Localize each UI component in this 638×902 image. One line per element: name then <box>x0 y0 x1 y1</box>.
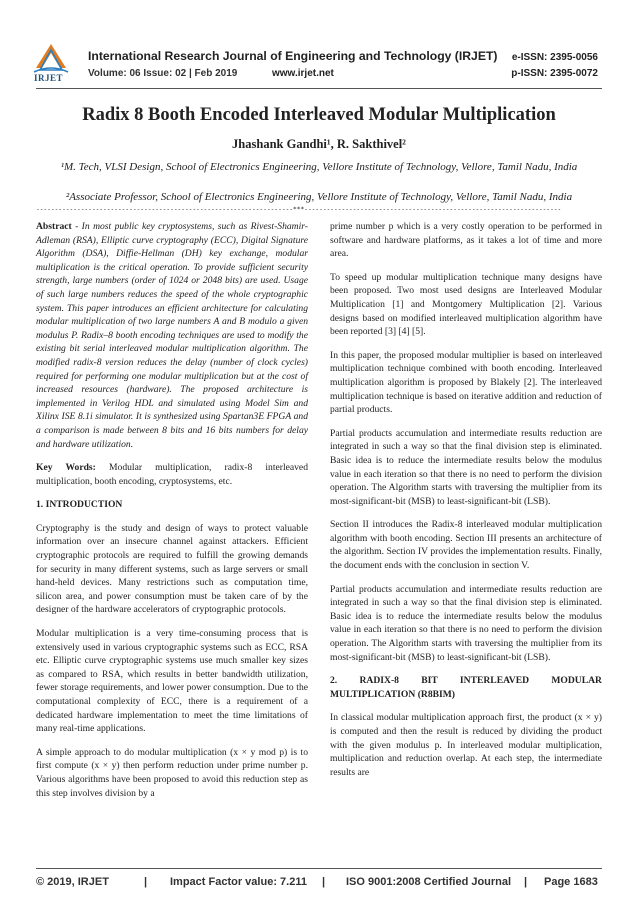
body-paragraph: Partial products accumulation and intermediate results reduction are integrated in such a way so that the final division step is eliminated. Basic idea is to reduce the intermediate results below the modulus value in each iteration so that there is no need to perform the division operation. The Algorithm starts with traversing the multiplier from its most-significant-bit (MSB) to least-significant-bit (LSB). <box>330 427 602 507</box>
logo-text: IRJET <box>34 73 64 83</box>
footer-rule <box>36 868 602 869</box>
body-paragraph: Partial products accumulation and intermediate results reduction are integrated in such a way so that the final division step is eliminated. Basic idea is to reduce the intermediate results below the modulus value in each iteration so that there is no need to perform the division operation. The Algorithm starts with traversing the multiplier from its most-significant-bit (MSB) to least-significant-bit (LSB). <box>330 583 602 663</box>
body-paragraph: prime number p which is a very costly operation to be performed in software and hardware platforms, as it takes a lot of time and more area. <box>330 221 602 260</box>
intro-paragraph: Modular multiplication is a very time-consuming process that is extensively used in various cryptographic systems such as ECC, RSA etc. Elliptic curve cryptographic systems use much smaller key sizes as compared to RSA, which results in better bandwidth utilization, fewer storage requirements, and lower power consumption. Due to the computational complexity of ECC, there is a requirement of a dedicated hardware implementation to meet the time limitations of many real-time applications. <box>36 628 308 735</box>
e-issn: e-ISSN: 2395-0056 <box>511 52 598 63</box>
journal-name: International Research Journal of Engineering and Technology (IRJET) <box>88 49 498 63</box>
right-column <box>330 220 602 789</box>
keywords-label: Key Words: <box>36 462 96 474</box>
footer-separator: | <box>524 876 528 888</box>
paper-authors: Jhashank Gandhi¹, R. Sakthivel² <box>232 137 406 151</box>
abstract-text: - In most public key cryptosystems, such as Rivest-Shamir-Adleman (RSA), Elliptic curve cryptography (ECC), Digital Signature Algorithm (DSA), Diffie-Hellman (DH) key exchange, modular multiplication is the critical operation. To provide sufficient security strength, large numbers (order of 1024 or 2048 bits) are used. Usage of such large numbers reduces the speed of the whole cryptographic system. This paper introduces an efficient architecture for calculating modular multiplication of two large numbers A and B modulo a given modulus P. Radix–8 booth encoding techniques are used to modify the existing bit serial interleaved modular multiplication algorithm. The modified radix-8 version reduces the delay (number of clock cycles) required for performing one modular multiplication but at the cost of increased resources (hardware). The proposed architecture is implemented in Verilog HDL and simulated using Model Sim and Xilinx ISE 8.1i simulator. It is synthesized using Spartan3E FPGA and a comparison is made between 8 bits and 16 bits numbers for delay and hardware utilization. <box>36 221 308 450</box>
section-heading-r8bim: 2. RADIX-8 BIT INTERLEAVED MODULAR MULTIPLICATION (R8BIM) <box>330 675 602 700</box>
abstract <box>36 220 308 451</box>
journal-website: www.irjet.net <box>272 68 334 79</box>
keywords <box>36 461 308 488</box>
body-paragraph: In this paper, the proposed modular multiplier is based on interleaved multiplication technique combined with booth encoding. Interleaved multiplication algorithm is proposed by Blakely [2]. The interleaved multiplication technique is based on iterative addition and reduction of partial products. <box>330 349 602 416</box>
left-column <box>36 220 308 810</box>
section-heading-introduction: 1. INTRODUCTION <box>36 499 123 511</box>
affiliation-2: ²Associate Professor, School of Electronics Engineering, Vellore Institute of Technology, Vellore, Tamil Nadu, India <box>65 191 573 203</box>
body-paragraph: In classical modular multiplication approach first, the product (x × y) is computed and then the result is reduced by dividing the product with the given modulus p. In interleaved modular multiplication, multiplication and reduction overlap. At each step, the intermediate results are <box>330 712 602 778</box>
footer-separator: | <box>144 876 148 888</box>
footer-separator: | <box>322 876 326 888</box>
abstract-label: Abstract <box>36 221 72 232</box>
intro-paragraph: Cryptography is the study and design of ways to protect valuable information over an insecure channel against attackers. Efficient cryptographic protocols are required to fulfill the growing demands for security in many different systems, such as large servers or small hand-held devices. Many restrictions such as computation time, silicon area, and power consumption must be taken care of by the designer of the hardware accelerators of cryptographic protocols. <box>36 522 308 616</box>
footer-iso: ISO 9001:2008 Certified Journal <box>346 876 512 888</box>
footer-page-number: Page 1683 <box>544 876 598 888</box>
affiliation-1: ¹M. Tech, VLSI Design, School of Electronics Engineering, Vellore Institute of Technology, Vellore, Tamil Nadu, India <box>60 161 578 173</box>
body-paragraph: To speed up modular multiplication technique many designs have been proposed. Two most used designs are Interleaved Modular Multiplication [1] and Montgomery Multiplication [2]. Various designs based on modified interleaved multiplication algorithm have been reported [3] [4] [5]. <box>330 271 602 338</box>
footer-copyright: © 2019, IRJET <box>36 876 109 888</box>
separator-line: ---------------------------------------------------------------------***--------------------------------------------------------------------- <box>36 206 562 213</box>
intro-paragraph: A simple approach to do modular multiplication (x × y mod p) is to first compute (x × y) then perform reduction under prime number p. Various algorithms have been proposed to avoid this reduction step as this step involves division by a <box>36 746 308 799</box>
p-issn: p-ISSN: 2395-0072 <box>511 68 598 79</box>
volume-info: Volume: 06 Issue: 02 | Feb 2019 <box>88 68 238 79</box>
keywords-text: Modular multiplication, radix-8 interleaved multiplication, booth encoding, cryptosystems, etc. <box>36 462 308 487</box>
page-header <box>0 0 638 90</box>
body-paragraph: Section II introduces the Radix-8 interleaved modular multiplication algorithm with booth encoding. Section III presents an architecture of the algorithm. Section IV provides the implementation results. Finally, the document ends with the conclusion in section V. <box>330 519 602 572</box>
footer-impact-factor: Impact Factor value: 7.211 <box>170 876 307 888</box>
header-rule <box>36 88 602 89</box>
paper-title: Radix 8 Booth Encoded Interleaved Modular Multiplication <box>82 105 556 125</box>
